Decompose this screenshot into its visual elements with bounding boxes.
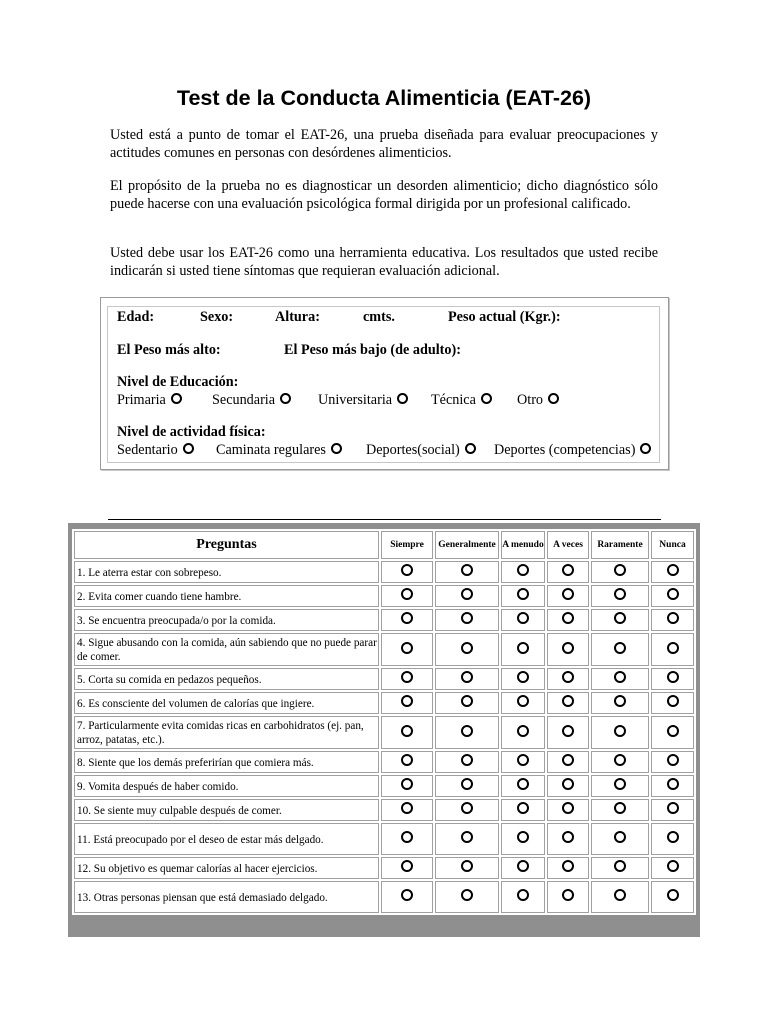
intro-paragraph-2: El propósito de la prueba no es diagnosticar un desorden alimenticio; dicho diagnóstico sólo puede hacerse con una evaluación psicológica formal dirigida por un profesional calificado. <box>110 178 658 212</box>
radio-circle-icon[interactable] <box>517 642 529 654</box>
table-row <box>74 585 694 607</box>
answer-cell <box>381 881 433 913</box>
radio-circle-icon[interactable] <box>614 754 626 766</box>
questions-table-frame <box>68 523 700 937</box>
answer-cell <box>547 881 589 913</box>
table-row <box>74 561 694 583</box>
demographics-form <box>100 297 669 470</box>
questions-body <box>74 561 694 913</box>
radio-circle-icon[interactable] <box>280 393 291 404</box>
radio-circle-icon[interactable] <box>667 860 679 872</box>
question-text: 3. Se encuentra preocupada/o por la comida. <box>74 609 379 631</box>
educacion-secundaria-option[interactable]: Secundaria <box>212 392 291 409</box>
answer-cell <box>651 881 694 913</box>
sexo-label: Sexo: <box>200 309 234 325</box>
answer-cell <box>651 775 694 797</box>
radio-circle-icon[interactable] <box>562 860 574 872</box>
answer-cell <box>651 751 694 773</box>
answer-cell <box>501 881 545 913</box>
table-row <box>74 716 694 749</box>
answer-cell <box>381 633 433 666</box>
section-divider <box>108 519 661 520</box>
radio-circle-icon[interactable] <box>517 671 529 683</box>
radio-circle-icon[interactable] <box>640 443 651 454</box>
radio-circle-icon[interactable] <box>667 612 679 624</box>
radio-circle-icon[interactable] <box>614 889 626 901</box>
radio-circle-icon[interactable] <box>667 725 679 737</box>
radio-circle-icon[interactable] <box>562 725 574 737</box>
radio-circle-icon[interactable] <box>461 695 473 707</box>
radio-circle-icon[interactable] <box>667 754 679 766</box>
answer-cell <box>651 609 694 631</box>
radio-circle-icon[interactable] <box>401 564 413 576</box>
peso-alto-label: El Peso más alto: <box>117 342 221 358</box>
radio-circle-icon[interactable] <box>548 393 559 404</box>
answer-cell <box>435 881 499 913</box>
radio-circle-icon[interactable] <box>465 443 476 454</box>
radio-circle-icon[interactable] <box>562 612 574 624</box>
radio-circle-icon[interactable] <box>562 588 574 600</box>
radio-circle-icon[interactable] <box>461 612 473 624</box>
answer-cell <box>501 609 545 631</box>
radio-circle-icon[interactable] <box>614 564 626 576</box>
answer-cell <box>381 561 433 583</box>
radio-circle-icon[interactable] <box>517 889 529 901</box>
answer-cell <box>547 561 589 583</box>
educacion-primaria-option[interactable]: Primaria <box>117 392 182 409</box>
header-raramente: Raramente <box>591 531 649 559</box>
answer-cell <box>651 668 694 690</box>
actividad-deportes-social-option[interactable]: Deportes(social) <box>366 442 476 459</box>
radio-circle-icon[interactable] <box>401 778 413 790</box>
answer-cell <box>435 668 499 690</box>
answer-cell <box>435 751 499 773</box>
header-nunca: Nunca <box>651 531 694 559</box>
radio-circle-icon[interactable] <box>461 831 473 843</box>
radio-circle-icon[interactable] <box>401 725 413 737</box>
answer-cell <box>435 823 499 855</box>
answer-cell <box>651 585 694 607</box>
radio-circle-icon[interactable] <box>562 754 574 766</box>
radio-circle-icon[interactable] <box>461 754 473 766</box>
answer-cell <box>651 799 694 821</box>
radio-circle-icon[interactable] <box>401 802 413 814</box>
answer-cell <box>435 609 499 631</box>
question-text: 8. Siente que los demás preferirían que comiera más. <box>74 751 379 773</box>
demographics-form-inner <box>107 306 660 463</box>
table-row <box>74 633 694 666</box>
answer-cell <box>547 668 589 690</box>
answer-cell <box>501 585 545 607</box>
answer-cell <box>591 881 649 913</box>
answer-cell <box>591 561 649 583</box>
header-siempre: Siempre <box>381 531 433 559</box>
answer-cell <box>651 692 694 714</box>
answer-cell <box>501 692 545 714</box>
answer-cell <box>501 823 545 855</box>
actividad-caminata-option[interactable]: Caminata regulares <box>216 442 342 459</box>
answer-cell <box>591 775 649 797</box>
question-text: 11. Está preocupado por el deseo de estar más delgado. <box>74 823 379 855</box>
answer-cell <box>547 609 589 631</box>
radio-circle-icon[interactable] <box>614 671 626 683</box>
radio-circle-icon[interactable] <box>614 695 626 707</box>
radio-circle-icon[interactable] <box>401 642 413 654</box>
radio-circle-icon[interactable] <box>461 642 473 654</box>
table-row <box>74 823 694 855</box>
answer-cell <box>381 823 433 855</box>
radio-circle-icon[interactable] <box>401 860 413 872</box>
peso-actual-label: Peso actual (Kgr.): <box>448 309 561 325</box>
answer-cell <box>381 775 433 797</box>
radio-circle-icon[interactable] <box>171 393 182 404</box>
answer-cell <box>501 633 545 666</box>
radio-circle-icon[interactable] <box>562 889 574 901</box>
radio-circle-icon[interactable] <box>667 889 679 901</box>
educacion-otro-option[interactable]: Otro <box>517 392 559 409</box>
radio-circle-icon[interactable] <box>517 695 529 707</box>
answer-cell <box>501 668 545 690</box>
radio-circle-icon[interactable] <box>517 860 529 872</box>
radio-circle-icon[interactable] <box>614 831 626 843</box>
answer-cell <box>547 823 589 855</box>
answer-cell <box>381 751 433 773</box>
table-row <box>74 857 694 879</box>
answer-cell <box>501 775 545 797</box>
table-row <box>74 609 694 631</box>
educacion-universitaria-option[interactable]: Universitaria <box>318 392 408 409</box>
answer-cell <box>547 857 589 879</box>
radio-circle-icon[interactable] <box>614 802 626 814</box>
question-text: 4. Sigue abusando con la comida, aún sabiendo que no puede parar de comer. <box>74 633 379 666</box>
answer-cell <box>381 857 433 879</box>
header-generalmente: Generalmente <box>435 531 499 559</box>
answer-cell <box>651 823 694 855</box>
intro-paragraph-3: Usted debe usar los EAT-26 como una herramienta educativa. Los resultados que usted recibe indicarán si usted tiene síntomas que requieran evaluación adicional. <box>110 245 658 279</box>
question-text: 12. Su objetivo es quemar calorías al hacer ejercicios. <box>74 857 379 879</box>
radio-circle-icon[interactable] <box>401 612 413 624</box>
radio-circle-icon[interactable] <box>461 802 473 814</box>
radio-circle-icon[interactable] <box>401 671 413 683</box>
header-preguntas: Preguntas <box>74 531 379 559</box>
educacion-label: Nivel de Educación: <box>117 374 239 390</box>
radio-circle-icon[interactable] <box>667 564 679 576</box>
answer-cell <box>381 692 433 714</box>
radio-circle-icon[interactable] <box>614 612 626 624</box>
question-text: 7. Particularmente evita comidas ricas en carbohidratos (ej. pan, arroz, patatas, etc.). <box>74 716 379 749</box>
question-text: 10. Se siente muy culpable después de comer. <box>74 799 379 821</box>
actividad-sedentario-option[interactable]: Sedentario <box>117 442 194 459</box>
radio-circle-icon[interactable] <box>667 642 679 654</box>
question-text: 9. Vomita después de haber comido. <box>74 775 379 797</box>
page-title: Test de la Conducta Alimenticia (EAT-26) <box>176 86 592 110</box>
answer-cell <box>651 857 694 879</box>
answer-cell <box>547 633 589 666</box>
radio-circle-icon[interactable] <box>667 671 679 683</box>
answer-cell <box>547 585 589 607</box>
radio-circle-icon[interactable] <box>614 588 626 600</box>
intro-paragraph-1: Usted está a punto de tomar el EAT-26, una prueba diseñada para evaluar preocupaciones y actitudes comunes en personas con desórdenes alimenticios. <box>110 127 658 161</box>
radio-circle-icon[interactable] <box>562 831 574 843</box>
answer-cell <box>435 775 499 797</box>
radio-circle-icon[interactable] <box>614 860 626 872</box>
radio-circle-icon[interactable] <box>667 831 679 843</box>
answer-cell <box>501 751 545 773</box>
answer-cell <box>591 585 649 607</box>
question-text: 13. Otras personas piensan que está demasiado delgado. <box>74 881 379 913</box>
answer-cell <box>591 609 649 631</box>
radio-circle-icon[interactable] <box>461 889 473 901</box>
answer-cell <box>381 716 433 749</box>
table-row <box>74 668 694 690</box>
answer-cell <box>651 561 694 583</box>
peso-bajo-label: El Peso más bajo (de adulto): <box>284 342 461 358</box>
radio-circle-icon[interactable] <box>397 393 408 404</box>
radio-circle-icon[interactable] <box>481 393 492 404</box>
answer-cell <box>547 775 589 797</box>
answer-cell <box>381 799 433 821</box>
answer-cell <box>435 716 499 749</box>
answer-cell <box>435 692 499 714</box>
answer-cell <box>435 633 499 666</box>
answer-cell <box>435 799 499 821</box>
altura-label: Altura: <box>275 309 320 325</box>
radio-circle-icon[interactable] <box>401 754 413 766</box>
answer-cell <box>381 668 433 690</box>
answer-cell <box>435 561 499 583</box>
radio-circle-icon[interactable] <box>517 612 529 624</box>
radio-circle-icon[interactable] <box>401 588 413 600</box>
answer-cell <box>591 751 649 773</box>
radio-circle-icon[interactable] <box>461 725 473 737</box>
radio-circle-icon[interactable] <box>461 671 473 683</box>
question-text: 2. Evita comer cuando tiene hambre. <box>74 585 379 607</box>
answer-cell <box>501 716 545 749</box>
answer-cell <box>591 716 649 749</box>
answer-cell <box>381 609 433 631</box>
radio-circle-icon[interactable] <box>517 588 529 600</box>
questions-table <box>72 529 696 915</box>
answer-cell <box>435 585 499 607</box>
answer-cell <box>501 561 545 583</box>
radio-circle-icon[interactable] <box>461 588 473 600</box>
answer-cell <box>591 633 649 666</box>
radio-circle-icon[interactable] <box>562 802 574 814</box>
answer-cell <box>547 799 589 821</box>
answer-cell <box>501 799 545 821</box>
answer-cell <box>547 751 589 773</box>
answer-cell <box>591 668 649 690</box>
question-text: 5. Corta su comida en pedazos pequeños. <box>74 668 379 690</box>
radio-circle-icon[interactable] <box>517 778 529 790</box>
radio-circle-icon[interactable] <box>614 725 626 737</box>
radio-circle-icon[interactable] <box>517 754 529 766</box>
radio-circle-icon[interactable] <box>562 671 574 683</box>
radio-circle-icon[interactable] <box>401 695 413 707</box>
radio-circle-icon[interactable] <box>461 860 473 872</box>
radio-circle-icon[interactable] <box>183 443 194 454</box>
radio-circle-icon[interactable] <box>401 889 413 901</box>
radio-circle-icon[interactable] <box>331 443 342 454</box>
cmts-label: cmts. <box>363 309 395 325</box>
radio-circle-icon[interactable] <box>614 642 626 654</box>
actividad-label: Nivel de actividad física: <box>117 424 266 440</box>
radio-circle-icon[interactable] <box>562 564 574 576</box>
question-text: 1. Le aterra estar con sobrepeso. <box>74 561 379 583</box>
answer-cell <box>435 857 499 879</box>
edad-label: Edad: <box>117 309 155 325</box>
actividad-deportes-competencias-option[interactable]: Deportes (competencias) <box>494 442 651 459</box>
radio-circle-icon[interactable] <box>517 564 529 576</box>
header-a-veces: A veces <box>547 531 589 559</box>
table-row <box>74 692 694 714</box>
radio-circle-icon[interactable] <box>562 642 574 654</box>
radio-circle-icon[interactable] <box>667 802 679 814</box>
radio-circle-icon[interactable] <box>517 725 529 737</box>
radio-circle-icon[interactable] <box>461 778 473 790</box>
question-text: 6. Es consciente del volumen de calorías que ingiere. <box>74 692 379 714</box>
radio-circle-icon[interactable] <box>667 588 679 600</box>
answer-cell <box>591 692 649 714</box>
radio-circle-icon[interactable] <box>461 564 473 576</box>
radio-circle-icon[interactable] <box>614 778 626 790</box>
radio-circle-icon[interactable] <box>562 778 574 790</box>
answer-cell <box>651 716 694 749</box>
table-row <box>74 799 694 821</box>
radio-circle-icon[interactable] <box>667 778 679 790</box>
answer-cell <box>651 633 694 666</box>
table-row <box>74 775 694 797</box>
radio-circle-icon[interactable] <box>667 695 679 707</box>
radio-circle-icon[interactable] <box>517 831 529 843</box>
answer-cell <box>501 857 545 879</box>
educacion-tecnica-option[interactable]: Técnica <box>431 392 492 409</box>
radio-circle-icon[interactable] <box>517 802 529 814</box>
table-row <box>74 751 694 773</box>
table-row <box>74 881 694 913</box>
answer-cell <box>591 823 649 855</box>
answer-cell <box>381 585 433 607</box>
answer-cell <box>547 716 589 749</box>
answer-cell <box>547 692 589 714</box>
answer-cell <box>591 799 649 821</box>
header-a-menudo: A menudo <box>501 531 545 559</box>
radio-circle-icon[interactable] <box>401 831 413 843</box>
answer-cell <box>591 857 649 879</box>
radio-circle-icon[interactable] <box>562 695 574 707</box>
